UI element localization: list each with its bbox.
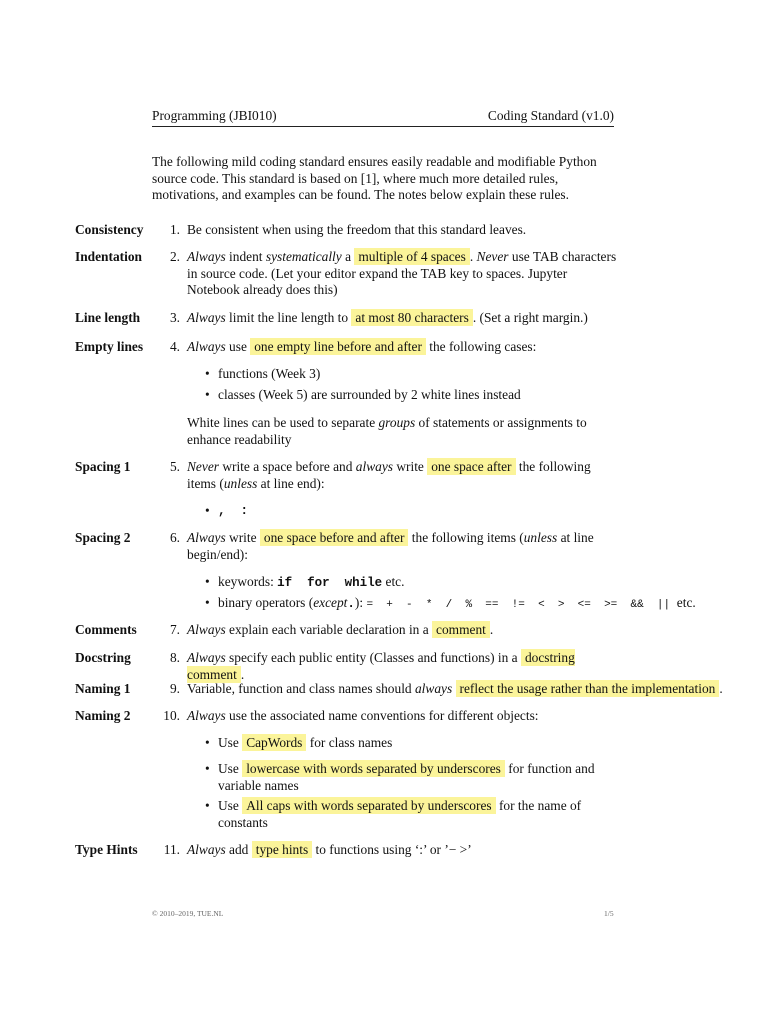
copyright-footer: © 2010–2019, TUE.NL <box>152 909 224 918</box>
bullet-text: classes (Week 5) are surrounded by 2 white lines instead <box>218 387 521 402</box>
rule-text: Be consistent when using the freedom that this standard leaves. <box>187 222 527 237</box>
highlight: one space after <box>427 458 515 475</box>
bullet-code: , : <box>218 504 249 518</box>
course-title: Programming (JBI010) <box>152 108 277 123</box>
side-label-empty-lines: Empty lines <box>75 339 144 354</box>
highlight: lowercase with words separated by underscores <box>242 760 505 777</box>
bullet-icon: • <box>205 366 210 381</box>
side-label-spacing-2: Spacing 2 <box>75 530 131 545</box>
side-label-comments: Comments <box>75 622 137 637</box>
side-label-line-length: Line length <box>75 310 141 325</box>
highlight: one empty line before and after <box>250 338 426 355</box>
side-label-naming-2: Naming 2 <box>75 708 131 723</box>
side-label-naming-1: Naming 1 <box>75 681 131 696</box>
rule-number: 8. <box>169 650 180 665</box>
rule-number: 5. <box>169 459 180 474</box>
bullet-keywords: keywords: if for while etc. <box>218 574 405 590</box>
rule-note: White lines can be used to separate groups of statements or assignments to enhance readability <box>187 415 587 447</box>
highlight: multiple of 4 spaces <box>354 248 469 265</box>
rule-text: Always add type hints to functions using ‘:’ or ’− >’ <box>187 842 472 857</box>
bullet-icon: • <box>205 387 210 402</box>
page-number: 1/5 <box>604 909 614 918</box>
bullet-text: Use lowercase with words separated by underscores for function and variable names <box>218 761 595 793</box>
bullet-icon: • <box>205 574 210 589</box>
rule-number: 10. <box>163 708 180 723</box>
rule-text: Always use one empty line before and after the following cases: <box>187 339 537 354</box>
rule-number: 2. <box>169 249 180 264</box>
rule-number: 6. <box>169 530 180 545</box>
rule-text: Always specify each public entity (Classes and functions) in a docstring comment . <box>187 650 575 682</box>
intro-paragraph: The following mild coding standard ensures easily readable and modifiable Python source code. This standard is based on [1], where much more detailed rules, motivations, and examples can be found. The notes below explain these rules. <box>152 154 597 202</box>
document-title: Coding Standard (v1.0) <box>487 108 614 123</box>
bullet-icon: • <box>205 761 210 776</box>
bullet-icon: • <box>205 503 210 518</box>
bullet-operators: binary operators (except.): = + - * / % == != < > <= >= && || etc. <box>218 595 696 611</box>
side-label-consistency: Consistency <box>75 222 144 237</box>
rule-number: 1. <box>169 222 180 237</box>
bullet-icon: • <box>205 595 210 610</box>
rule-number: 9. <box>169 681 180 696</box>
rule-text: Always limit the line length to at most 80 characters . (Set a right margin.) <box>187 310 588 325</box>
rule-text: Always write one space before and after the following items (unless at line begin/end): <box>187 530 594 562</box>
highlight: CapWords <box>242 734 306 751</box>
rule-text: Always indent systematically a multiple of 4 spaces . Never use TAB characters in source code. (Let your editor expand the TAB key to spaces. Jupyter Notebook already does this) <box>187 249 617 297</box>
side-label-spacing-1: Spacing 1 <box>75 459 131 474</box>
rule-text: Always explain each variable declaration in a comment . <box>187 622 494 637</box>
rule-text: Variable, function and class names should always reflect the usage rather than the implementation . <box>187 681 723 696</box>
side-label-docstring: Docstring <box>75 650 131 665</box>
highlight: docstring comment <box>187 650 575 682</box>
highlight: All caps with words separated by underscores <box>242 797 495 814</box>
rule-text: Never write a space before and always write one space after the following items (unless at line end): <box>187 459 591 491</box>
bullet-icon: • <box>205 735 210 750</box>
page-header <box>152 108 614 127</box>
bullet-icon: • <box>205 798 210 813</box>
highlight: comment <box>432 621 490 638</box>
highlight: reflect the usage rather than the implementation <box>456 680 720 697</box>
highlight: at most 80 characters <box>351 309 472 326</box>
bullet-text: Use All caps with words separated by underscores for the name of constants <box>218 798 582 830</box>
side-label-indentation: Indentation <box>75 249 142 264</box>
rule-number: 11. <box>163 842 180 857</box>
rule-text: Always use the associated name conventions for different objects: <box>187 708 539 723</box>
rule-number: 3. <box>169 310 180 325</box>
highlight: type hints <box>252 841 312 858</box>
rule-number: 7. <box>169 622 180 637</box>
rule-number: 4. <box>169 339 180 354</box>
bullet-text: Use CapWords for class names <box>218 735 393 750</box>
highlight: one space before and after <box>260 529 409 546</box>
side-label-type-hints: Type Hints <box>75 842 138 857</box>
bullet-text: functions (Week 3) <box>218 366 321 381</box>
